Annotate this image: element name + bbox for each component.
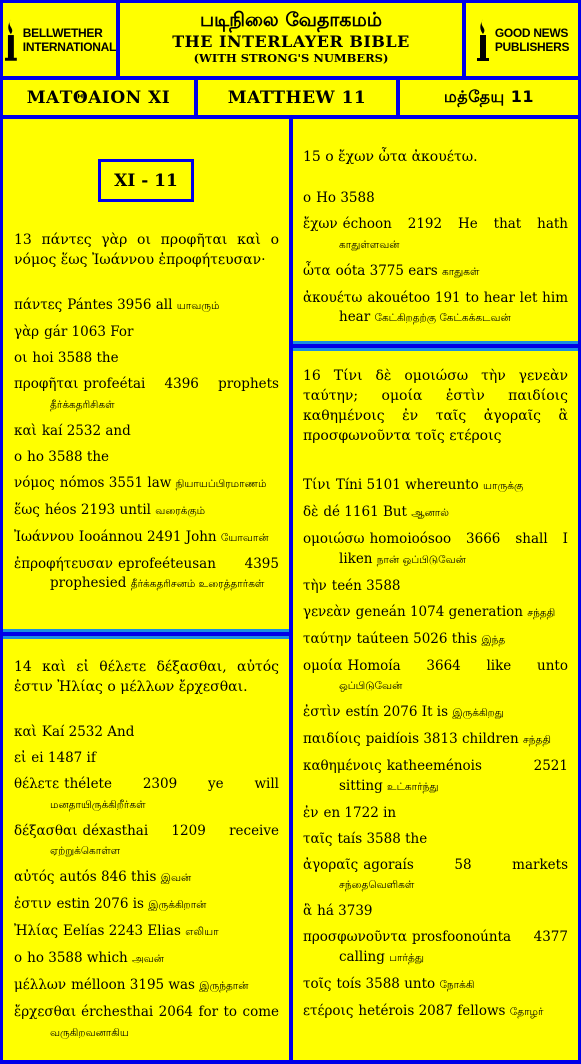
tamil-gloss: எலியா: [185, 926, 219, 938]
tamil-gloss: வரைக்கும்: [155, 504, 206, 517]
greek-word: εἰ: [14, 750, 27, 766]
tamil-gloss: இருக்கிறான்: [148, 899, 207, 911]
greek-word: Ἠλίας: [14, 923, 59, 939]
greek-word: πάντες: [14, 297, 63, 313]
word-entry: [14, 555, 279, 595]
word-entry: [14, 868, 279, 889]
transliteration-strongs-gloss: paidíois 3813 children: [365, 731, 519, 747]
word-entry: [303, 603, 568, 624]
transliteration-strongs-gloss: estin 2076 is: [56, 896, 144, 912]
word-entry: [14, 949, 279, 970]
greek-word: καὶ: [14, 724, 37, 740]
word-entry: [303, 577, 568, 597]
verse-13-text: 13 πάντες γὰρ οι προφῆται καὶ ο νόμος ἕως Ἰωάννου ἐπροφήτευσαν·: [14, 232, 279, 268]
greek-word: ἔρχεσθαι: [14, 1004, 77, 1020]
word-entry: [14, 976, 279, 997]
transliteration-strongs-gloss: nómos 3551 law: [59, 474, 172, 491]
transliteration-strongs-gloss: teén 3588: [331, 577, 401, 594]
tamil-gloss: மனதாயிருக்கிறீர்கள்: [50, 798, 146, 811]
word-entry: [14, 922, 279, 943]
greek-word: ἐν: [303, 804, 319, 821]
transliteration-strongs-gloss: ho 3588 which: [27, 950, 128, 966]
greek-word: τὴν: [303, 577, 327, 594]
greek-word: ἐστὶν: [303, 704, 341, 720]
word-entry: [303, 289, 568, 329]
greek-word: προσφωνοῦντα: [303, 929, 407, 945]
tamil-gloss: யாவரும்: [176, 300, 220, 312]
transliteration-strongs-gloss: eprofeéteusan 4395 prophesied: [50, 555, 279, 591]
word-entry: [303, 830, 568, 850]
book-english-box: [198, 80, 396, 115]
transliteration-strongs-gloss: échoon 2192 He that hath: [342, 216, 568, 232]
book-tamil: மத்தேயு 11: [443, 87, 535, 106]
left-logo-line-1: BELLWETHER: [22, 25, 103, 40]
word-entry: [303, 902, 568, 922]
tamil-gloss: இருக்கிறது: [452, 707, 504, 719]
transliteration-strongs-gloss: Eelías 2243 Elias: [63, 923, 181, 939]
tamil-gloss: தீர்க்கதரிசனம் உரைத்தார்கள்: [130, 578, 265, 590]
book-greek: ΜΑΤΘΑΙΟΝ XI: [26, 87, 171, 108]
verse-14-panel: [3, 636, 289, 1060]
transliteration-strongs-gloss: hoi 3588 the: [32, 350, 119, 366]
verse-15-text: 15 ο ἔχων ὦτα ἀκουέτω.: [303, 149, 478, 165]
title-subtitle: (WITH STRONG'S NUMBERS): [193, 51, 389, 65]
greek-word: καὶ: [14, 422, 37, 439]
transliteration-strongs-gloss: Iooánnou 2491 John: [78, 528, 217, 545]
tamil-gloss: நோக்கி: [439, 978, 475, 991]
greek-word: ἐπροφήτευσαν: [14, 555, 113, 572]
transliteration-strongs-gloss: dé 1161 But: [323, 504, 407, 520]
word-entry: [303, 928, 568, 968]
greek-word: ομοιώσω: [303, 531, 365, 547]
transliteration-strongs-gloss: prosfoonoúnta 4377 calling: [339, 929, 568, 965]
verse-14-entries: [14, 723, 279, 1043]
tamil-gloss: சந்தைவெளிகள்: [339, 879, 415, 891]
word-entry: [303, 804, 568, 824]
panel-divider: [3, 629, 289, 632]
tamil-gloss: ஆனால்: [411, 507, 449, 519]
panel-divider: [3, 636, 289, 639]
bellwether-logo: [3, 3, 116, 76]
transliteration-strongs-gloss: taúteen 5026 this: [356, 630, 478, 647]
word-entry: [303, 730, 568, 751]
transliteration-strongs-gloss: Ho 3588: [316, 190, 375, 206]
greek-word: ετέροις: [303, 1002, 354, 1019]
tamil-gloss: இருந்தான்: [199, 980, 249, 992]
greek-word: ο: [14, 448, 23, 465]
greek-word: ἀγοραῖς: [303, 856, 359, 873]
greek-word: θέλετε: [14, 776, 60, 792]
word-entry: [14, 349, 279, 369]
tamil-gloss: யாருக்கு: [483, 480, 524, 492]
tamil-gloss: நான் ஒப்பிடுவேன்: [376, 553, 466, 566]
greek-word: μέλλων: [14, 977, 67, 993]
tamil-gloss: ஏற்றுக்கொள்ள: [50, 845, 121, 857]
greek-word: προφῆται: [14, 376, 79, 392]
tamil-gloss: வருகிறவனாகிய: [50, 1026, 129, 1039]
tamil-gloss: காதுள்ளவன்: [339, 238, 400, 251]
greek-word: αὐτός: [14, 869, 55, 885]
tamil-gloss: சந்ததி: [522, 734, 551, 746]
transliteration-strongs-gloss: Pántes 3956 all: [67, 297, 173, 313]
word-entry: [303, 975, 568, 996]
chapter-marker: XI - 11: [98, 159, 194, 202]
word-entry: [303, 215, 568, 255]
greek-word: Τίνι: [303, 477, 331, 493]
tamil-gloss: காதுகள்: [441, 265, 480, 278]
tamil-gloss: தீர்க்கதரிசிகள்: [50, 398, 115, 411]
title-tamil: படிநிலை வேதாகமம்: [199, 9, 383, 31]
transliteration-strongs-gloss: mélloon 3195 was: [71, 977, 195, 993]
greek-word: δέξασθαι: [14, 822, 78, 839]
transliteration-strongs-gloss: agoraís 58 markets: [363, 856, 568, 873]
word-entry: [14, 375, 279, 415]
transliteration-strongs-gloss: Kaí 2532 And: [41, 724, 135, 740]
right-logo-line-1: GOOD NEWS: [494, 25, 569, 40]
verse-16-panel: [293, 348, 578, 1060]
word-entry: [303, 476, 568, 497]
transliteration-strongs-gloss: thélete 2309 ye will: [64, 776, 279, 792]
transliteration-strongs-gloss: estín 2076 It is: [345, 704, 449, 720]
transliteration-strongs-gloss: akouétoo 191 to hear let him hear: [339, 289, 568, 325]
verse-13-entries: [14, 296, 279, 595]
word-entry: [303, 630, 568, 651]
verse-16-entries: [303, 476, 568, 1022]
greek-word: ομοία: [303, 657, 343, 674]
word-entry: [303, 262, 568, 283]
book-english: MATTHEW 11: [227, 87, 367, 108]
book-tamil-box: [400, 80, 578, 115]
tamil-gloss: இவன்: [160, 872, 192, 884]
transliteration-strongs-gloss: kaí 2532 and: [41, 422, 131, 439]
tamil-gloss: அவன்: [132, 953, 164, 965]
word-entry: [303, 503, 568, 524]
tamil-gloss: நியாயப்பிரமாணம்: [175, 477, 267, 490]
greek-word: οι: [14, 350, 28, 366]
tamil-gloss: உட்கார்ந்து: [387, 780, 439, 793]
word-entry: [303, 657, 568, 697]
word-entry: [14, 723, 279, 743]
greek-word: γὰρ: [14, 324, 40, 340]
transliteration-strongs-gloss: homoioósoo 3666 shall I liken: [339, 531, 568, 567]
verse-15-entries: [303, 189, 568, 329]
panel-divider: [293, 348, 578, 351]
transliteration-strongs-gloss: ho 3588 the: [27, 448, 110, 465]
transliteration-strongs-gloss: en 1722 in: [323, 804, 397, 821]
verse-16-text: 16 Τίνι δὲ ομοιώσω τὴν γενεὰν ταύτην; ομοία ἐστὶν παιδίοις καθημένοις ἐν ταῖς ἀγοραῖς ἃ προσφωνοῦντα τοῖς ετέροις: [303, 368, 568, 444]
left-logo-line-2: INTERNATIONAL: [22, 39, 116, 54]
word-entry: [14, 422, 279, 442]
greek-word: καθημένοις: [303, 758, 382, 774]
tamil-gloss: தோழர்: [509, 1005, 544, 1018]
good-news-logo: [466, 3, 578, 76]
verse-14-text: 14 καὶ εἰ θέλετε δέξασθαι, αὐτός ἐστιν Ἠλίας ο μέλλων ἔρχεσθαι.: [14, 659, 279, 695]
transliteration-strongs-gloss: ei 1487 if: [31, 750, 96, 766]
tamil-gloss: கேட்கிறதற்கு கேட்கக்கடவன்: [374, 312, 511, 324]
transliteration-strongs-gloss: hetérois 2087 fellows: [358, 1002, 506, 1019]
word-entry: [303, 530, 568, 570]
word-entry: [14, 895, 279, 916]
word-entry: [14, 749, 279, 769]
transliteration-strongs-gloss: déxasthai 1209 receive: [82, 822, 279, 839]
right-logo-line-2: PUBLISHERS: [494, 39, 570, 54]
greek-word: δὲ: [303, 504, 319, 520]
tamil-gloss: பார்த்து: [389, 951, 424, 964]
torch-icon: [475, 18, 491, 62]
greek-word: γενεὰν: [303, 603, 351, 620]
transliteration-strongs-gloss: geneán 1074 generation: [355, 603, 523, 620]
greek-word: νόμος: [14, 474, 55, 491]
panel-divider: [293, 341, 578, 344]
transliteration-strongs-gloss: héos 2193 until: [44, 501, 151, 518]
greek-word: ταῖς: [303, 830, 333, 847]
title-english: THE INTERLAYER BIBLE: [172, 32, 410, 51]
word-entry: [14, 1003, 279, 1043]
greek-word: ο: [303, 190, 312, 206]
word-entry: [14, 448, 279, 468]
word-entry: [303, 189, 568, 209]
greek-word: τοῖς: [303, 975, 332, 992]
book-greek-box: [3, 80, 194, 115]
transliteration-strongs-gloss: Homoía 3664 like unto: [347, 657, 568, 674]
greek-word: ταύτην: [303, 630, 352, 647]
word-entry: [303, 757, 568, 797]
tamil-gloss: ஒப்பிடுவேன்: [339, 680, 403, 692]
transliteration-strongs-gloss: taís 3588 the: [337, 830, 428, 847]
transliteration-strongs-gloss: Tíni 5101 whereunto: [335, 477, 479, 493]
greek-word: Ἰωάννου: [14, 528, 74, 545]
title-block: [120, 3, 462, 76]
greek-word: ἕως: [14, 501, 40, 518]
transliteration-strongs-gloss: profeétai 4396 prophets: [83, 376, 279, 392]
tamil-gloss: யோவான்: [220, 531, 269, 544]
transliteration-strongs-gloss: autós 846 this: [59, 869, 157, 885]
word-entry: [14, 822, 279, 862]
word-entry: [303, 703, 568, 724]
transliteration-strongs-gloss: gár 1063 For: [44, 324, 134, 340]
verse-15-panel: [293, 119, 578, 344]
word-entry: [303, 1002, 568, 1023]
transliteration-strongs-gloss: toís 3588 unto: [336, 975, 436, 992]
greek-word: ο: [14, 950, 23, 966]
tamil-gloss: சந்ததி: [527, 606, 556, 619]
greek-word: ἀκουέτω: [303, 289, 363, 306]
word-entry: [14, 528, 279, 549]
word-entry: [14, 323, 279, 343]
transliteration-strongs-gloss: érchesthai 2064 for to come: [81, 1004, 279, 1020]
transliteration-strongs-gloss: katheeménois 2521 sitting: [339, 758, 568, 794]
greek-word: ἃ: [303, 903, 313, 919]
word-entry: [14, 501, 279, 522]
greek-word: ἔχων: [303, 216, 338, 232]
verse-13-panel: [3, 119, 289, 632]
torch-icon: [3, 18, 19, 62]
greek-word: ἐστιν: [14, 896, 52, 912]
tamil-gloss: இந்த: [481, 633, 506, 646]
transliteration-strongs-gloss: há 3739: [317, 903, 373, 919]
transliteration-strongs-gloss: oóta 3775 ears: [335, 262, 438, 279]
word-entry: [14, 775, 279, 815]
word-entry: [14, 474, 279, 495]
greek-word: παιδίοις: [303, 731, 361, 747]
word-entry: [14, 296, 279, 317]
word-entry: [303, 856, 568, 896]
greek-word: ὦτα: [303, 262, 331, 279]
